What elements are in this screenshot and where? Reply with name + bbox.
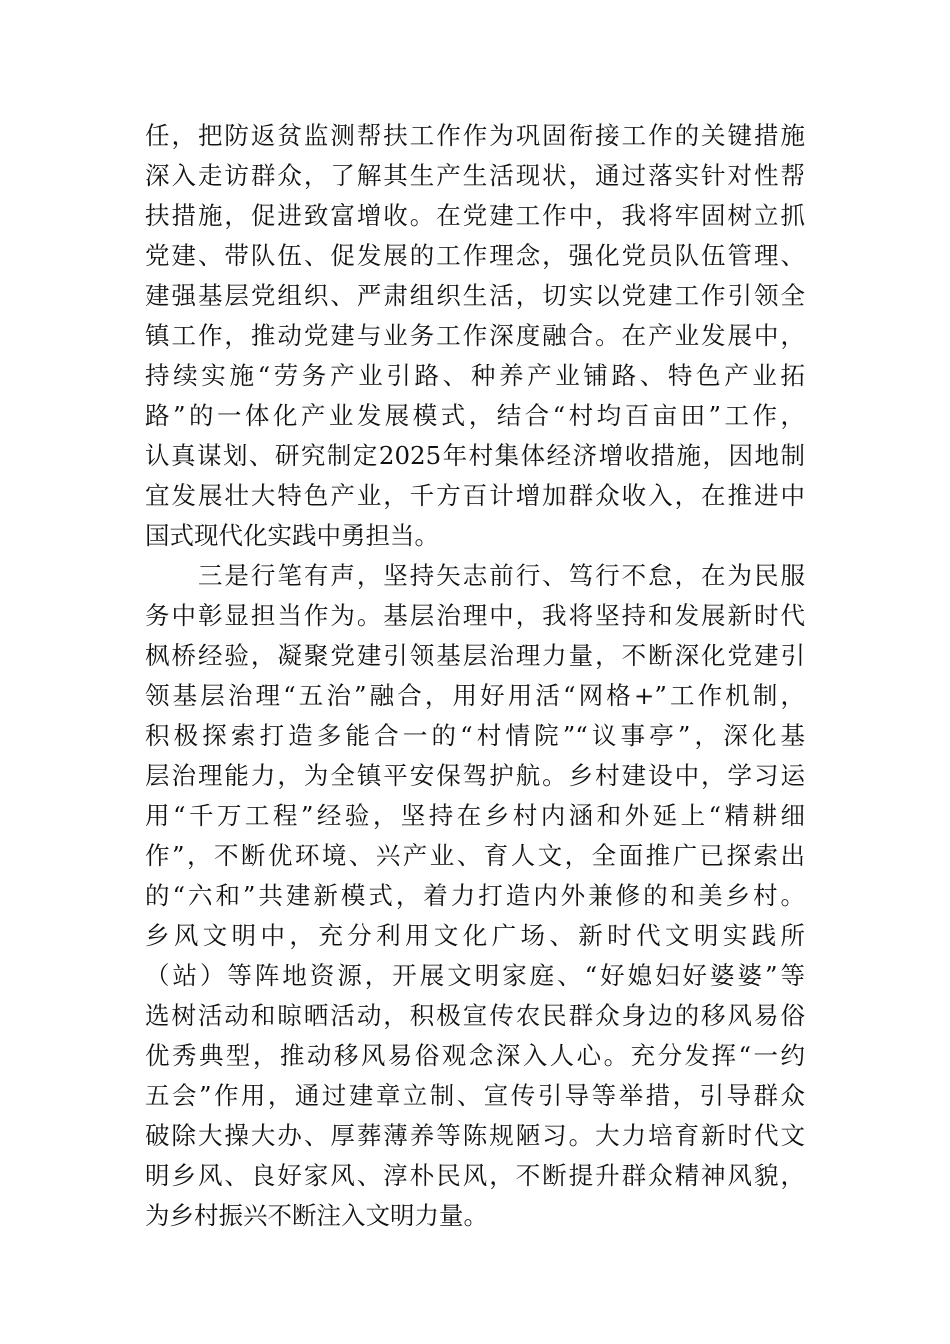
text-line: 优秀典型，推动移风易俗观念深入人心。充分发挥“一约 [145,1041,805,1070]
text-line: 的“六和”共建新模式，着力打造内外兼修的和美乡村。 [145,881,805,910]
text-line: 建强基层党组织、严肃组织生活，切实以党建工作引领全 [145,281,805,310]
text-line: 明乡风、良好家风、淳朴民风，不断提升群众精神风貌， [145,1161,805,1190]
text-line: 领基层治理“五治”融合，用好用活“网格+”工作机制， [145,681,805,710]
text-line: 为乡村振兴不断注入文明力量。 [145,1201,488,1230]
text-line: 选树活动和晾晒活动，积极宣传农民群众身边的移风易俗 [145,1001,805,1030]
text-line: 深入走访群众，了解其生产生活现状，通过落实针对性帮 [145,161,805,190]
text-line: 扶措施，促进致富增收。在党建工作中，我将牢固树立抓 [145,201,805,230]
text-line: 务中彰显担当作为。基层治理中，我将坚持和发展新时代 [145,601,805,630]
text-line: 持续实施“劳务产业引路、种养产业铺路、特色产业拓 [145,361,805,390]
body-text [145,116,805,1236]
paragraph-start-line: 三是行笔有声，坚持矢志前行、笃行不怠，在为民服 [145,561,805,590]
text-line: 任，把防返贫监测帮扶工作作为巩固衔接工作的关键措施 [145,121,805,150]
text-line: 用“千万工程”经验，坚持在乡村内涵和外延上“精耕细 [145,801,805,830]
text-line: 乡风文明中，充分利用文化广场、新时代文明实践所 [145,921,805,950]
text-line: 路”的一体化产业发展模式，结合“村均百亩田”工作， [145,401,805,430]
text-line: 宜发展壮大特色产业，千方百计增加群众收入，在推进中 [145,481,805,510]
text-line: 五会”作用，通过建章立制、宣传引导等举措，引导群众 [145,1081,805,1110]
text-line: 国式现代化实践中勇担当。 [145,521,439,550]
text-line: 作”，不断优环境、兴产业、育人文，全面推广已探索出 [145,841,805,870]
text-line: 认真谋划、研究制定2025年村集体经济增收措施，因地制 [145,441,805,470]
text-line: 镇工作，推动党建与业务工作深度融合。在产业发展中， [145,321,805,350]
text-line: 积极探索打造多能合一的“村情院”“议事亭”，深化基 [145,721,805,750]
text-line: 枫桥经验，凝聚党建引领基层治理力量，不断深化党建引 [145,641,805,670]
text-line: 层治理能力，为全镇平安保驾护航。乡村建设中，学习运 [145,761,805,790]
text-line: （站）等阵地资源，开展文明家庭、“好媳妇好婆婆”等 [145,961,805,990]
text-line: 破除大操大办、厚葬薄养等陈规陋习。大力培育新时代文 [145,1121,805,1150]
text-line: 党建、带队伍、促发展的工作理念，强化党员队伍管理、 [145,241,805,270]
